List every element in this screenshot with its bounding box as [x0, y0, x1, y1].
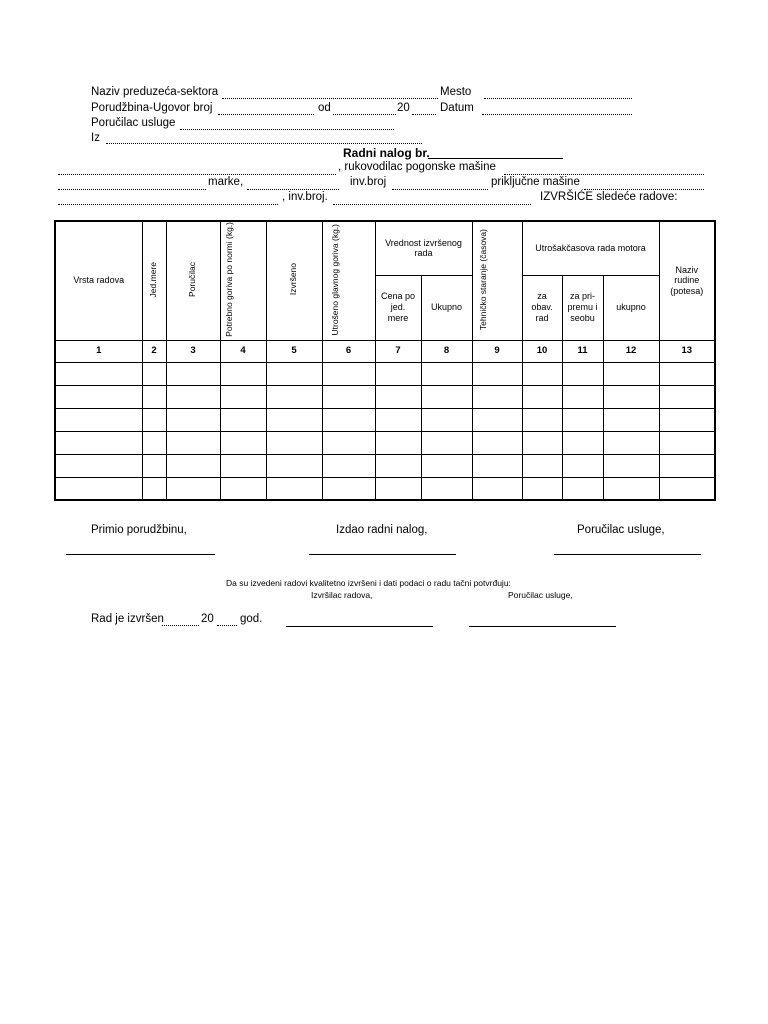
table-cell[interactable]	[562, 454, 603, 477]
col-number: 4	[220, 340, 266, 362]
table-cell[interactable]	[472, 477, 522, 500]
porucilac-confirm-label: Poručilac usluge,	[508, 590, 573, 600]
table-cell[interactable]	[142, 477, 166, 500]
table-cell[interactable]	[659, 408, 715, 431]
marke-label: marke,	[208, 176, 244, 188]
table-cell[interactable]	[375, 408, 421, 431]
porucilac-label: Poručilac usluge	[91, 117, 176, 129]
table-cell[interactable]	[603, 362, 659, 385]
col-tehnicko-header: Tehničko staranje (časova)	[478, 228, 489, 330]
col-ukupno2-header: ukupno	[603, 275, 659, 340]
table-row	[55, 385, 715, 408]
table-cell[interactable]	[522, 431, 562, 454]
table-cell[interactable]	[421, 408, 472, 431]
table-cell[interactable]	[166, 385, 220, 408]
table-cell[interactable]	[522, 408, 562, 431]
table-cell[interactable]	[166, 477, 220, 500]
work-table	[54, 220, 716, 501]
porucilac-field[interactable]	[180, 129, 394, 130]
table-cell[interactable]	[266, 431, 322, 454]
table-cell[interactable]	[472, 385, 522, 408]
od-field[interactable]	[333, 114, 396, 115]
table-cell[interactable]	[421, 454, 472, 477]
izdao-signature-line[interactable]	[309, 554, 456, 555]
table-cell[interactable]	[266, 477, 322, 500]
table-cell[interactable]	[322, 454, 375, 477]
table-cell[interactable]	[562, 385, 603, 408]
invbroj2-label: , inv.broj.	[282, 191, 328, 203]
table-row	[55, 362, 715, 385]
prikljucne-field[interactable]	[584, 189, 704, 190]
table-cell[interactable]	[562, 431, 603, 454]
datum-label: Datum	[440, 102, 474, 114]
col-jed-header: Jed.mere	[148, 261, 159, 298]
table-cell[interactable]	[472, 362, 522, 385]
table-cell[interactable]	[220, 431, 266, 454]
col-ukupno-header: Ukupno	[421, 275, 472, 340]
col-number: 1	[55, 340, 142, 362]
col-naziv-header: Naziv rudine (potesa)	[659, 221, 715, 340]
col-number: 10	[522, 340, 562, 362]
table-cell[interactable]	[55, 362, 142, 385]
table-cell[interactable]	[375, 431, 421, 454]
table-cell[interactable]	[322, 385, 375, 408]
col-potrebno-header: Potrebno goriva po normi (kg.)	[224, 222, 234, 337]
column-numbers-row	[55, 340, 715, 362]
table-cell[interactable]	[266, 362, 322, 385]
table-cell[interactable]	[603, 408, 659, 431]
table-cell[interactable]	[421, 385, 472, 408]
confirmation-text: Da su izvedeni radovi kvalitetno izvršeni i dati podaci o radu tačni potvrđuju:	[226, 578, 511, 588]
col-porucilac-header: Poručilac	[187, 261, 198, 297]
col-vrednost-header: Vrednost izvršenog rada	[375, 221, 472, 275]
table-cell[interactable]	[266, 408, 322, 431]
izvrsice-label: IZVRŠIĆE sledeće radove:	[540, 191, 678, 203]
col-number: 8	[421, 340, 472, 362]
rukovodilac-field-2[interactable]	[504, 174, 704, 175]
table-cell[interactable]	[421, 477, 472, 500]
table-cell[interactable]	[142, 408, 166, 431]
table-cell[interactable]	[375, 385, 421, 408]
table-cell[interactable]	[522, 454, 562, 477]
col-number: 12	[603, 340, 659, 362]
iz-field[interactable]	[106, 143, 422, 144]
porudzbina-field[interactable]	[218, 114, 314, 115]
table-row	[55, 431, 715, 454]
table-cell[interactable]	[220, 477, 266, 500]
table-cell[interactable]	[55, 408, 142, 431]
table-cell[interactable]	[142, 362, 166, 385]
table-cell[interactable]	[659, 385, 715, 408]
table-cell[interactable]	[375, 362, 421, 385]
iz-label: Iz	[91, 132, 100, 144]
table-cell[interactable]	[659, 477, 715, 500]
col-number: 7	[375, 340, 421, 362]
invbroj2-field[interactable]	[333, 204, 531, 205]
primio-label: Primio porudžbinu,	[91, 524, 187, 536]
table-cell[interactable]	[55, 431, 142, 454]
naziv-field[interactable]	[222, 98, 438, 99]
table-cell[interactable]	[322, 362, 375, 385]
table-cell[interactable]	[375, 454, 421, 477]
table-cell[interactable]	[55, 477, 142, 500]
table-cell[interactable]	[220, 362, 266, 385]
table-cell[interactable]	[603, 431, 659, 454]
table-cell[interactable]	[522, 477, 562, 500]
od-label: od	[318, 102, 331, 114]
rad-year-field[interactable]	[217, 625, 237, 626]
table-row	[55, 477, 715, 500]
table-cell[interactable]	[322, 477, 375, 500]
table-cell[interactable]	[322, 408, 375, 431]
table-cell[interactable]	[142, 385, 166, 408]
table-cell[interactable]	[603, 385, 659, 408]
porudzbina-label: Porudžbina-Ugovor broj	[91, 102, 213, 114]
radni-nalog-title: Radni nalog br.	[343, 146, 430, 160]
table-cell[interactable]	[166, 431, 220, 454]
rad-god: god.	[240, 613, 263, 625]
table-cell[interactable]	[659, 431, 715, 454]
table-cell[interactable]	[472, 431, 522, 454]
table-cell[interactable]	[322, 431, 375, 454]
table-cell[interactable]	[421, 431, 472, 454]
radni-nalog-field[interactable]	[428, 158, 563, 159]
col-number: 3	[166, 340, 220, 362]
table-cell[interactable]	[472, 454, 522, 477]
col-za-pripremu-header: za pri-premu i seobu	[562, 275, 603, 340]
invbroj-field[interactable]	[392, 189, 488, 190]
table-cell[interactable]	[55, 385, 142, 408]
col-number: 6	[322, 340, 375, 362]
izvrsilac-signature-line[interactable]	[286, 626, 433, 627]
year-field[interactable]	[412, 114, 436, 115]
table-cell[interactable]	[603, 477, 659, 500]
table-cell[interactable]	[375, 477, 421, 500]
table-cell[interactable]	[421, 362, 472, 385]
col-vrsta-header: Vrsta radova	[55, 221, 142, 340]
col-za-obav-header: za obav. rad	[522, 275, 562, 340]
col-utrosak-header: Utrošakčasova rada motora	[522, 221, 659, 275]
izvrsilac-label: Izvršilac radova,	[311, 590, 373, 600]
col-cena-header: Cena po jed. mere	[375, 275, 421, 340]
year-prefix: 20	[397, 102, 410, 114]
datum-field[interactable]	[482, 114, 632, 115]
prikljucne-label: priključne mašine	[491, 176, 580, 188]
table-row	[55, 454, 715, 477]
table-cell[interactable]	[266, 454, 322, 477]
table-cell[interactable]	[220, 408, 266, 431]
table-cell[interactable]	[166, 408, 220, 431]
col-number: 2	[142, 340, 166, 362]
table-row	[55, 408, 715, 431]
marke-field[interactable]	[247, 189, 339, 190]
rad-date-field[interactable]	[162, 625, 199, 626]
table-cell[interactable]	[522, 385, 562, 408]
rukovodilac-label: , rukovodilac pogonske mašine	[338, 161, 496, 173]
table-cell[interactable]	[659, 362, 715, 385]
primio-signature-line[interactable]	[66, 554, 215, 555]
masina-field[interactable]	[58, 189, 206, 190]
table-cell[interactable]	[166, 362, 220, 385]
col-izvrseno-header: Izvršeno	[288, 263, 299, 296]
porucilac-confirm-signature-line[interactable]	[469, 626, 616, 627]
table-cell[interactable]	[562, 408, 603, 431]
izdao-label: Izdao radni nalog,	[336, 524, 428, 536]
rad-izvrsen-label: Rad je izvršen	[91, 613, 164, 625]
mesto-field[interactable]	[484, 98, 632, 99]
prikljucna-field[interactable]	[58, 204, 278, 205]
rukovodilac-field[interactable]	[58, 174, 336, 175]
col-number: 5	[266, 340, 322, 362]
table-cell[interactable]	[220, 454, 266, 477]
mesto-label: Mesto	[440, 86, 472, 98]
col-number: 11	[562, 340, 603, 362]
invbroj-label: inv.broj	[350, 176, 387, 188]
table-cell[interactable]	[659, 454, 715, 477]
porucilac-sig-label: Poručilac usluge,	[577, 524, 665, 536]
table-cell[interactable]	[472, 408, 522, 431]
col-number: 9	[472, 340, 522, 362]
table-cell[interactable]	[220, 385, 266, 408]
naziv-label: Naziv preduzeća-sektora	[91, 86, 219, 98]
table-cell[interactable]	[603, 454, 659, 477]
col-utroseno-header: Utrošeno glavnog goriva (kg.)	[329, 223, 340, 336]
table-cell[interactable]	[55, 454, 142, 477]
table-cell[interactable]	[266, 385, 322, 408]
rad-year: 20	[201, 613, 214, 625]
table-cell[interactable]	[166, 454, 220, 477]
table-cell[interactable]	[562, 477, 603, 500]
table-cell[interactable]	[142, 431, 166, 454]
col-number: 13	[659, 340, 715, 362]
table-cell[interactable]	[142, 454, 166, 477]
table-cell[interactable]	[562, 362, 603, 385]
table-cell[interactable]	[522, 362, 562, 385]
porucilac-signature-line[interactable]	[554, 554, 701, 555]
